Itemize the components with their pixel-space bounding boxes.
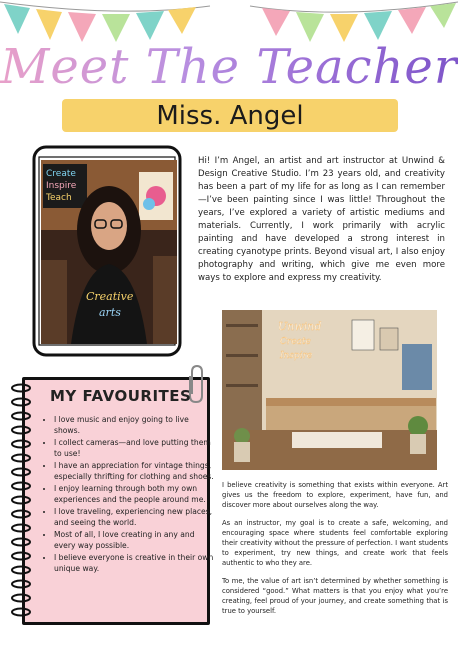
svg-text:Creative: Creative xyxy=(86,290,134,303)
list-item: • I believe everyone is creative in their own unique way. xyxy=(54,552,216,574)
list-item: • I love traveling, experiencing new places, and seeing the world. xyxy=(54,506,216,528)
svg-text:arts: arts xyxy=(99,306,121,319)
favourites-list xyxy=(40,414,216,575)
svg-text:Create: Create xyxy=(280,337,311,347)
list-item: • I collect cameras—and love putting them to use! xyxy=(54,437,216,459)
teacher-photo xyxy=(41,160,177,344)
philosophy-text xyxy=(222,480,448,624)
svg-text:Teach: Teach xyxy=(46,193,72,203)
svg-text:Inspire: Inspire xyxy=(280,351,313,361)
intro-paragraph: Hi! I’m Angel, an artist and art instructor at Unwind & Design Creative Studio. I’m 23 years old, and creativity has been a part of my life for as long as I can remember—I’ve been painting since I was little! Throughout the years, I’ve explored a variety of artistic mediums and materials. Currently, I work primarily with acrylic painting and have developed a strong interest in creating cyanotype prints. Beyond visual art, I also enjoy photography and writing, which give me even more ways to explore and express my creativity. xyxy=(198,156,445,283)
list-item: • I enjoy learning through both my own experiences and the people around me. xyxy=(54,483,216,505)
svg-text:Inspire: Inspire xyxy=(46,181,77,191)
studio-photo xyxy=(222,310,437,470)
philosophy-paragraph-1: I believe creativity is something that exists within everyone. Art gives us the freedom to explore, experiment, have fun, and discover more about ourselves along the way. xyxy=(222,481,448,509)
page-title: Meet The Teacher xyxy=(0,39,458,95)
notebook-spiral-icon xyxy=(10,380,32,620)
favourites-title: MY FAVOURITES xyxy=(50,387,192,405)
philosophy-paragraph-3: To me, the value of art isn’t determined by whether something is considered “good.” What matters is that you enjoy what you’re creating, feel proud of your journey, and create something that is true to yourself. xyxy=(222,577,448,615)
name-banner xyxy=(62,99,398,132)
teacher-name: Miss. Angel xyxy=(156,101,304,131)
list-item: • I love music and enjoy going to live shows. xyxy=(54,414,216,436)
list-item: • Most of all, I love creating in any and every way possible. xyxy=(54,529,216,551)
svg-text:Unwind: Unwind xyxy=(278,320,322,333)
list-item: • I have an appreciation for vintage things, especially thrifting for clothing and shoes. xyxy=(54,460,216,482)
philosophy-paragraph-2: As an instructor, my goal is to create a safe, welcoming, and encouraging space where students feel comfortable exploring their creativity without the pressure of perfection. I want students to experiment, try new things, and create work that feels authentic to who they are. xyxy=(222,519,448,567)
svg-text:Create: Create xyxy=(46,169,76,179)
